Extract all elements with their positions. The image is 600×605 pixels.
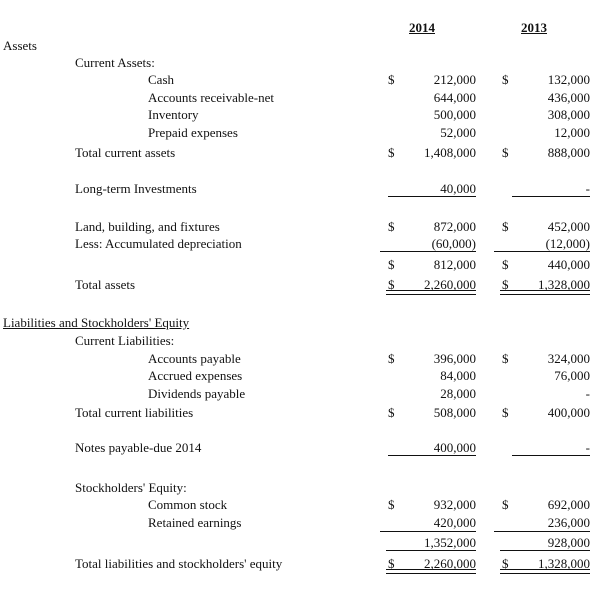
label-cash: Cash [148, 72, 174, 87]
label-current-liabilities: Current Liabilities: [75, 333, 175, 348]
dollar-sign: $ [388, 257, 395, 272]
dollar-sign: $ [388, 497, 395, 512]
label-accounts-payable: Accounts payable [148, 351, 241, 366]
value-inventory-2013: 308,000 [547, 107, 590, 122]
double-underline [386, 290, 476, 295]
value-total-se-2013: 928,000 [547, 535, 590, 550]
label-total-liabilities-equity: Total liabilities and stockholders' equity [75, 556, 283, 571]
value-tcl-2013: 400,000 [547, 405, 590, 420]
value-inventory-2014: 500,000 [433, 107, 476, 122]
value-cash-2013: 132,000 [547, 72, 590, 87]
header-2013: 2013 [521, 20, 547, 35]
double-underline [500, 290, 590, 295]
value-ar-2013: 436,000 [547, 90, 590, 105]
dollar-sign: $ [502, 72, 509, 87]
underline [494, 531, 590, 532]
value-prepaid-2013: 12,000 [554, 125, 590, 140]
value-accrued-2014: 84,000 [440, 368, 476, 383]
value-prepaid-2014: 52,000 [440, 125, 476, 140]
value-total-se-2014: 1,352,000 [424, 535, 476, 550]
label-total-assets: Total assets [75, 277, 136, 292]
value-tcl-2014: 508,000 [433, 405, 476, 420]
dollar-sign: $ [388, 556, 395, 571]
value-notes-2014: 400,000 [433, 440, 476, 455]
label-common-stock: Common stock [148, 497, 228, 512]
value-lti-2014: 40,000 [440, 181, 476, 196]
dollar-sign: $ [388, 405, 395, 420]
dollar-sign: $ [502, 145, 509, 160]
value-common-2014: 932,000 [433, 497, 476, 512]
dollar-sign: $ [502, 497, 509, 512]
value-total-assets-2013: 1,328,000 [538, 277, 590, 292]
value-accrued-2013: 76,000 [554, 368, 590, 383]
value-total-le-2014: 2,260,000 [424, 556, 476, 571]
underline [512, 455, 590, 456]
label-current-assets: Current Assets: [75, 55, 155, 70]
value-common-2013: 692,000 [547, 497, 590, 512]
dollar-sign: $ [502, 219, 509, 234]
dollar-sign: $ [388, 72, 395, 87]
label-inventory: Inventory [148, 107, 199, 122]
dollar-sign: $ [502, 556, 509, 571]
underline [386, 550, 476, 551]
label-total-current-liabilities: Total current liabilities [75, 405, 194, 420]
value-notes-2013: - [585, 440, 590, 455]
value-ap-2013: 324,000 [547, 351, 590, 366]
dollar-sign: $ [502, 351, 509, 366]
double-underline [386, 569, 476, 574]
label-prepaid: Prepaid expenses [148, 125, 238, 140]
underline [512, 196, 590, 197]
dollar-sign: $ [502, 277, 509, 292]
section-liabilities-equity: Liabilities and Stockholders' Equity [3, 315, 190, 330]
value-retained-2014: 420,000 [433, 515, 476, 530]
section-assets: Assets [3, 38, 37, 53]
label-notes-payable: Notes payable-due 2014 [75, 440, 202, 455]
dollar-sign: $ [388, 277, 395, 292]
value-dep-2013: (12,000) [545, 236, 590, 251]
dollar-sign: $ [502, 257, 509, 272]
header-2014: 2014 [409, 20, 435, 35]
value-dividends-2013: - [585, 386, 590, 401]
underline [500, 550, 590, 551]
value-land-2013: 452,000 [547, 219, 590, 234]
underline [388, 455, 476, 456]
label-lt-investments: Long-term Investments [75, 181, 197, 196]
value-total-assets-2014: 2,260,000 [424, 277, 476, 292]
double-underline [500, 569, 590, 574]
label-dividends: Dividends payable [148, 386, 246, 401]
label-accounts-receivable: Accounts receivable-net [148, 90, 274, 105]
underline [380, 251, 476, 252]
dollar-sign: $ [388, 145, 395, 160]
label-accrued: Accrued expenses [148, 368, 243, 383]
value-total-le-2013: 1,328,000 [538, 556, 590, 571]
value-retained-2013: 236,000 [547, 515, 590, 530]
value-land-2014: 872,000 [433, 219, 476, 234]
dollar-sign: $ [502, 405, 509, 420]
underline [388, 196, 476, 197]
label-retained-earnings: Retained earnings [148, 515, 242, 530]
underline [380, 531, 476, 532]
value-tca-2014: 1,408,000 [424, 145, 476, 160]
value-lti-2013: - [585, 181, 590, 196]
value-ap-2014: 396,000 [433, 351, 476, 366]
dollar-sign: $ [388, 219, 395, 234]
value-dep-2014: (60,000) [431, 236, 476, 251]
underline [494, 251, 590, 252]
value-cash-2014: 212,000 [433, 72, 476, 87]
value-net-ppe-2013: 440,000 [547, 257, 590, 272]
label-stockholders-equity: Stockholders' Equity: [75, 480, 187, 495]
value-tca-2013: 888,000 [547, 145, 590, 160]
label-total-current-assets: Total current assets [75, 145, 176, 160]
dollar-sign: $ [388, 351, 395, 366]
label-land: Land, building, and fixtures [75, 219, 220, 234]
value-net-ppe-2014: 812,000 [433, 257, 476, 272]
value-dividends-2014: 28,000 [440, 386, 476, 401]
value-ar-2014: 644,000 [433, 90, 476, 105]
label-accum-dep: Less: Accumulated depreciation [75, 236, 242, 251]
